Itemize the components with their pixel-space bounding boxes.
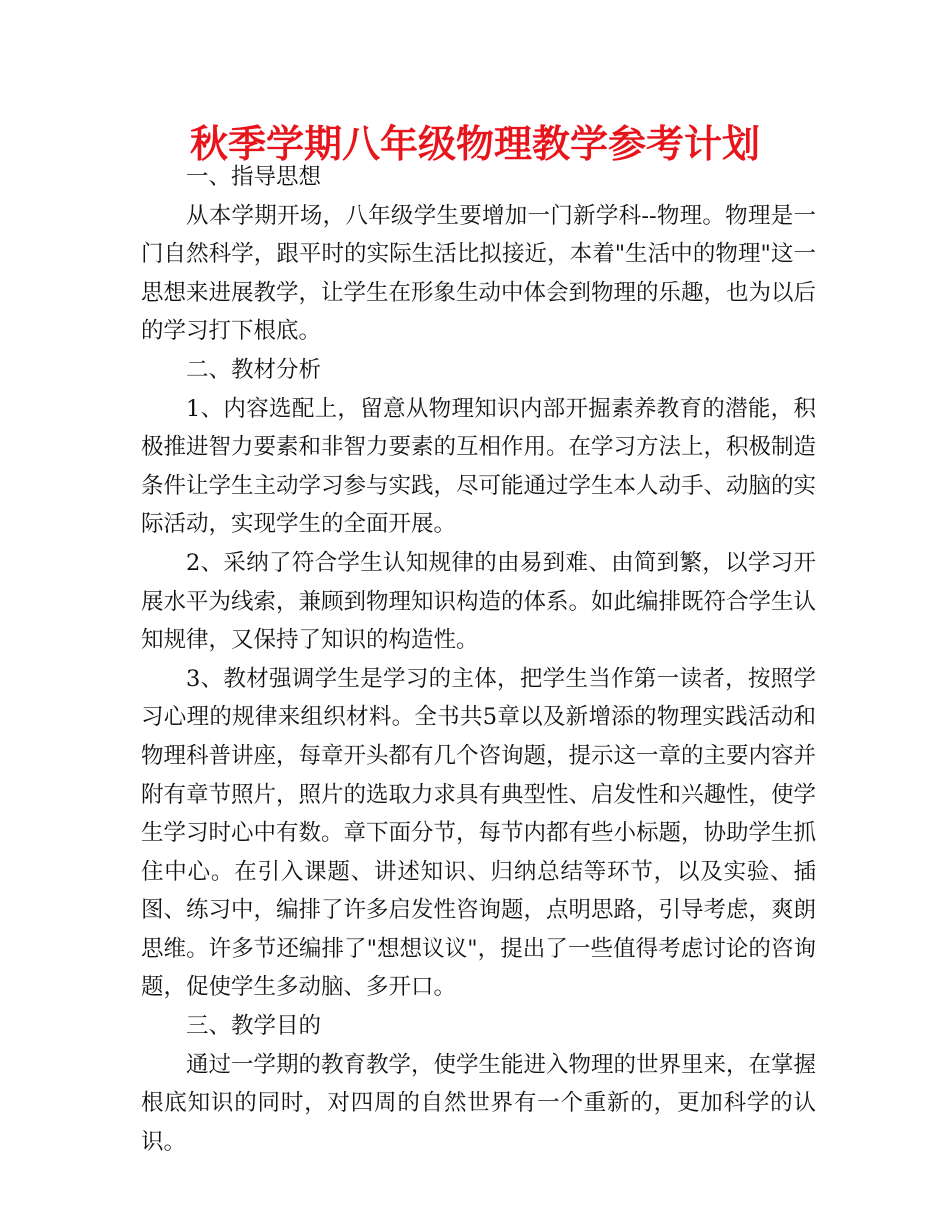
document-body	[141, 158, 816, 1161]
paragraph-analysis-2: 2、采纳了符合学生认知规律的由易到难、由简到繁，以学习开展水平为线索，兼顾到物理知识构造的体系。如此编排既符合学生认知规律，又保持了知识的构造性。	[141, 549, 817, 654]
section-heading-teaching-goal: 三、教学目的	[186, 1013, 322, 1040]
paragraph-analysis-1: 1、内容选配上，留意从物理知识内部开掘素养教育的潜能，积极推进智力要素和非智力要素的互相作用。在学习方法上，积极制造条件让学生主动学习参与实践，尽可能通过学生本人动手、动脑的实际活动，实现学生的全面开展。	[141, 395, 817, 538]
section-heading-textbook-analysis: 二、教材分析	[186, 356, 322, 383]
paragraph-guiding-thought: 从本学期开场，八年级学生要增加一门新学科--物理。物理是一门自然科学，跟平时的实际生活比拟接近，本着"生活中的物理"这一思想来进展教学，让学生在形象生动中体会到物理的乐趣，也为以后的学习打下根底。	[141, 202, 817, 345]
section-heading-guiding-thought: 一、指导思想	[186, 164, 322, 190]
paragraph-analysis-3: 3、教材强调学生是学习的主体，把学生当作第一读者，按照学习心理的规律来组织材料。全书共5章以及新增添的物理实践活动和物理科普讲座，每章开头都有几个咨询题，提示这一章的主要内容并附有章节照片，照片的选取力求具有典型性、启发性和兴趣性，使学生学习时心中有数。章下面分节，每节内都有些小标题，协助学生抓住中心。在引入课题、讲述知识、归纳总结等环节，以及实验、插图、练习中，编排了许多启发性咨询题，点明思路，引导考虑，爽朗思维。许多节还编排了"想想议议"，提出了一些值得考虑讨论的咨询题，促使学生多动脑、多开口。	[141, 665, 817, 1001]
paragraph-teaching-goal: 通过一学期的教育教学，使学生能进入物理的世界里来，在掌握根底知识的同时，对四周的自然世界有一个重新的，更加科学的认识。	[141, 1051, 817, 1155]
document-title: 秋季学期八年级物理教学参考计划	[189, 122, 760, 166]
